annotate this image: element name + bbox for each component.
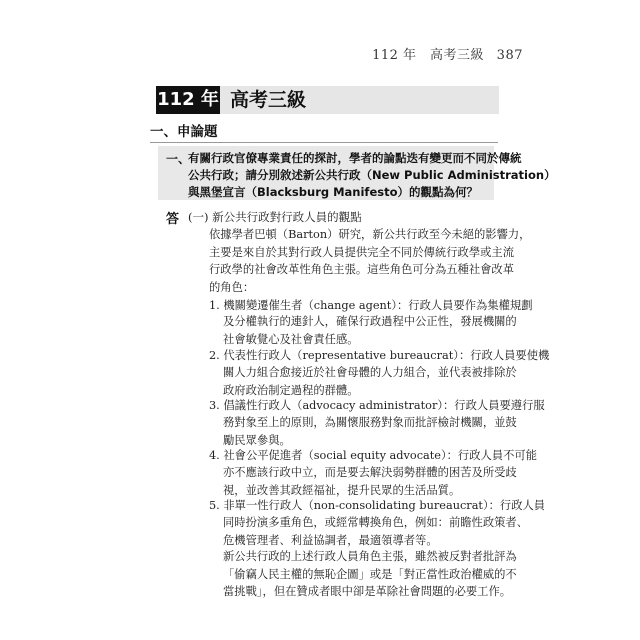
paragraph-line: 視，並改善其政經福祉，提升民眾的生活品質。: [223, 483, 461, 497]
list-item-first-line: 4. 社會公平促進者（social equity advocate）：行政人員不可能: [209, 449, 538, 462]
running-header-title: 112 年 高考三級: [372, 48, 485, 63]
paragraph-line: 行政學的社會改革性角色主張。這些角色可分為五種社會改革: [209, 263, 515, 276]
answer-closing: [223, 548, 517, 601]
paragraph-line: 主要是來自於其對行政人員提供完全不同於傳統行政學或主流: [209, 245, 515, 259]
paragraph-line: 的角色：: [209, 280, 255, 294]
paragraph-line: 政府政治制定過程的群體。: [223, 383, 359, 397]
paragraph-line: 社會敏覺心及社會責任感。: [223, 332, 359, 346]
list-item-continuation: [223, 464, 517, 499]
section-divider: [150, 142, 498, 143]
paragraph-line: 務對象至上的原則，為關懷服務對象而批評檢討機關，並鼓: [223, 416, 517, 429]
paragraph-line: 亦不應該行政中立，而是要去解決弱勢群體的困苦及所受歧: [223, 466, 517, 479]
answer-intro: [209, 226, 530, 296]
paragraph-line: 勵民眾參與。: [223, 433, 291, 447]
chapter-title: 高考三級: [230, 89, 307, 111]
section-title: 一、申論題: [150, 124, 218, 140]
chapter-year-label: 112 年: [156, 86, 220, 114]
paragraph-line: 同時扮演多重角色，或經常轉換角色，例如：前瞻性政策者、: [223, 516, 529, 529]
question-marker: 一、: [166, 152, 191, 166]
list-item-first-line: 2. 代表性行政人（representative bureaucrat）：行政人員要使機: [209, 349, 550, 362]
list-item-continuation: [223, 364, 517, 399]
answer-sub-heading: (一) 新公共行政對行政人員的觀點: [188, 210, 362, 224]
question-line: 有關行政官僚專業責任的探討，學者的論點迭有變更而不同於傳統: [188, 151, 522, 165]
list-item-continuation: [223, 514, 528, 549]
paragraph-line: 「偷竊人民主權的無恥企圖」或是「對正當性政治權威的不: [223, 567, 517, 581]
paragraph-line: 關人力組合愈接近於社會母體的人力組合，並代表被排除於: [223, 366, 517, 379]
list-item-first-line: 5. 非單一性行政人（non-consolidating bureaucrat）：行政人員: [209, 499, 546, 512]
list-item-first-line: 1. 機關變遷催生者（change agent）：行政人員要作為集權規劃: [209, 299, 533, 312]
running-header: [364, 44, 523, 63]
question-line: 公共行政；請分別敘述新公共行政（New Public Administration）: [188, 168, 556, 182]
paragraph-line: 及分權執行的連針人，確保行政過程中公正性，發展機關的: [223, 315, 517, 328]
page-number: 387: [496, 48, 523, 63]
paragraph-line: 危機管理者、利益協調者，最適領導者等。: [223, 533, 438, 547]
answer-label: 答: [166, 212, 180, 227]
paragraph-line: 新公共行政的上述行政人員角色主張，雖然被反對者批評為: [223, 550, 517, 563]
list-item-first-line: 3. 倡議性行政人（advocacy administrator）：行政人員要遵行服: [209, 399, 545, 412]
paragraph-line: 當挑戰」，但在贊成者眼中卻是革除社會問題的必要工作。: [223, 585, 512, 598]
paragraph-line: 依據學者巴頓（Barton）研究，新公共行政至今未絕的影響力，: [209, 228, 531, 241]
question-line: 與黑堡宣言（Blacksburg Manifesto）的觀點為何？: [188, 185, 478, 199]
list-item-continuation: [223, 414, 517, 449]
list-item-continuation: [223, 313, 517, 348]
